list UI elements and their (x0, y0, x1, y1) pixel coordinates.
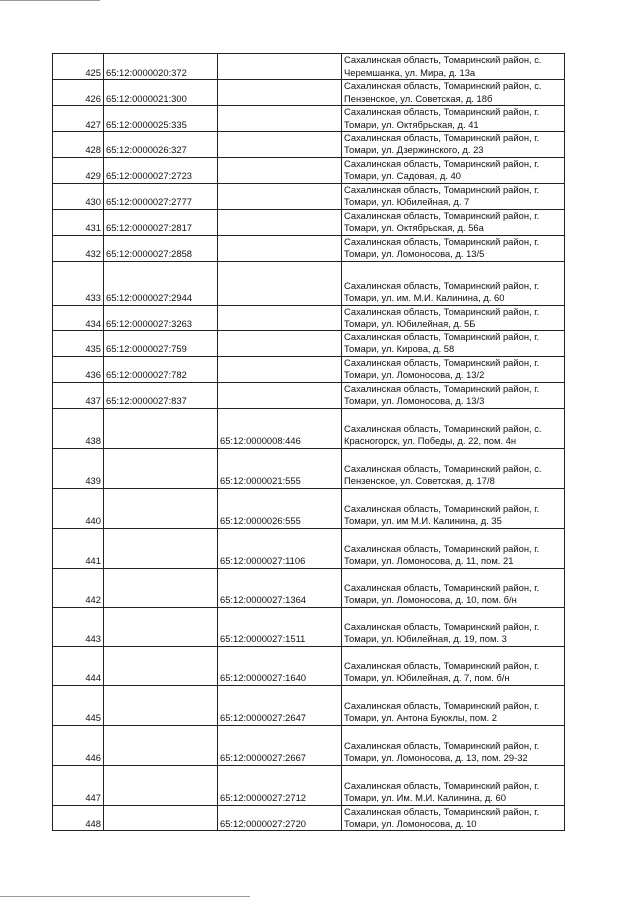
address-line-1: Сахалинская область, Томаринский район, г. (344, 660, 540, 672)
address-line-2: Томари, ул. Садовая, д. 40 (344, 170, 461, 182)
cadastral-number-premises (218, 209, 342, 235)
cadastral-number-premises: 65:12:0000027:1640 (218, 646, 342, 685)
cadastral-number-land (104, 408, 218, 448)
row-number: 425 (53, 54, 104, 80)
address-line-1: Сахалинская область, Томаринский район, с. (344, 423, 542, 435)
cadastral-number-land (104, 725, 218, 765)
table-row (53, 765, 565, 805)
row-number: 448 (53, 805, 104, 831)
table-row (53, 607, 565, 646)
cadastral-number-premises (218, 382, 342, 408)
registry-table-body (53, 54, 565, 831)
cadastral-number-premises (218, 106, 342, 132)
address-line-2: Томари, ул. Ломоносова, д. 13/5 (344, 248, 485, 260)
row-number: 430 (53, 183, 104, 209)
cadastral-number-premises: 65:12:0000021:555 (218, 448, 342, 488)
cadastral-number-land (104, 765, 218, 805)
cadastral-number-land: 65:12:0000021:300 (104, 80, 218, 106)
address-line-1: Сахалинская область, Томаринский район, г. (344, 132, 540, 143)
address-line-2: Томари, ул. им. М.И. Калинина, д. 60 (344, 292, 505, 304)
cadastral-number-premises (218, 54, 342, 80)
address-cell (342, 725, 565, 765)
table-row (53, 382, 565, 408)
table-row (53, 209, 565, 235)
address-line-1: Сахалинская область, Томаринский район, г. (344, 280, 540, 291)
address-line-2: Томари, ул. Ломоносова, д. 13/3 (344, 395, 485, 407)
address-line-2: Томари, ул. Дзержинского, д. 23 (344, 144, 484, 156)
address-line-1: Сахалинская область, Томаринский район, г. (344, 305, 540, 317)
address-cell (342, 331, 565, 357)
address-line-1: Сахалинская область, Томаринский район, г. (344, 184, 540, 195)
address-line-1: Сахалинская область, Томаринский район, г. (344, 106, 540, 118)
cadastral-number-land (104, 488, 218, 528)
address-cell (342, 132, 565, 158)
cadastral-number-land: 65:12:0000026:327 (104, 132, 218, 158)
cadastral-number-land (104, 805, 218, 831)
address-line-2: Томари, ул. им М.И. Калинина, д. 35 (344, 515, 502, 527)
address-line-1: Сахалинская область, Томаринский район, г. (344, 582, 540, 594)
row-number: 436 (53, 356, 104, 382)
address-line-1: Сахалинская область, Томаринский район, г. (344, 805, 540, 817)
address-line-2: Томари, ул. Юбилейная, д. 5Б (344, 317, 476, 329)
address-line-1: Сахалинская область, Томаринский район, г. (344, 383, 540, 395)
table-row (53, 488, 565, 528)
table-row (53, 305, 565, 331)
address-line-1: Сахалинская область, Томаринский район, г. (344, 780, 540, 792)
table-row (53, 54, 565, 80)
cadastral-number-land: 65:12:0000027:2777 (104, 183, 218, 209)
table-row (53, 356, 565, 382)
address-line-1: Сахалинская область, Томаринский район, г. (344, 331, 540, 343)
row-number: 443 (53, 607, 104, 646)
address-line-2: Томари, ул. Ломоносова, д. 10 (344, 818, 477, 830)
row-number: 433 (53, 261, 104, 305)
table-row (53, 685, 565, 725)
cadastral-number-land: 65:12:0000027:837 (104, 382, 218, 408)
cadastral-number-land (104, 646, 218, 685)
table-row (53, 183, 565, 209)
address-cell (342, 382, 565, 408)
address-line-1: Сахалинская область, Томаринский район, с. (344, 80, 542, 92)
row-number: 429 (53, 157, 104, 183)
address-cell (342, 646, 565, 685)
row-number: 444 (53, 646, 104, 685)
cadastral-number-land (104, 528, 218, 568)
address-line-2: Томари, ул. Кирова, д. 58 (344, 343, 455, 355)
table-row (53, 331, 565, 357)
table-row (53, 528, 565, 568)
cadastral-number-premises (218, 261, 342, 305)
cadastral-number-premises (218, 183, 342, 209)
address-cell (342, 685, 565, 725)
address-cell (342, 157, 565, 183)
table-row (53, 106, 565, 132)
address-cell (342, 356, 565, 382)
cadastral-number-premises: 65:12:0000027:2712 (218, 765, 342, 805)
cadastral-number-premises (218, 235, 342, 261)
cadastral-number-land: 65:12:0000025:335 (104, 106, 218, 132)
table-row (53, 408, 565, 448)
cadastral-number-land: 65:12:0000027:759 (104, 331, 218, 357)
address-line-1: Сахалинская область, Томаринский район, г. (344, 210, 540, 221)
row-number: 442 (53, 568, 104, 607)
address-cell (342, 765, 565, 805)
address-line-1: Сахалинская область, Томаринский район, г. (344, 236, 540, 247)
address-cell (342, 805, 565, 831)
table-row (53, 235, 565, 261)
address-line-1: Сахалинская область, Томаринский район, г. (344, 503, 540, 515)
address-line-1: Сахалинская область, Томаринский район, г. (344, 357, 540, 369)
cadastral-number-premises: 65:12:0000027:1106 (218, 528, 342, 568)
address-line-2: Томари, ул. Октябрьская, д. 56а (344, 222, 484, 234)
cadastral-number-land (104, 607, 218, 646)
row-number: 441 (53, 528, 104, 568)
address-cell (342, 408, 565, 448)
row-number: 427 (53, 106, 104, 132)
page-bottom-rule (0, 896, 250, 897)
row-number: 428 (53, 132, 104, 158)
address-cell (342, 607, 565, 646)
cadastral-number-land: 65:12:0000027:2817 (104, 209, 218, 235)
address-line-2: Томари, ул. Юбилейная, д. 7, пом. б/н (344, 672, 510, 684)
address-line-2: Томари, ул. Ломоносова, д. 11, пом. 21 (344, 555, 514, 567)
address-cell (342, 261, 565, 305)
table-row (53, 157, 565, 183)
cadastral-number-premises (218, 356, 342, 382)
address-line-2: Томари, ул. Ломоносова, д. 13, пом. 29-32 (344, 752, 528, 764)
address-line-1: Сахалинская область, Томаринский район, г. (344, 543, 540, 555)
table-row (53, 132, 565, 158)
address-line-2: Томари, ул. Юбилейная, д. 19, пом. 3 (344, 633, 507, 645)
row-number: 445 (53, 685, 104, 725)
address-cell (342, 448, 565, 488)
cadastral-number-land: 65:12:0000027:782 (104, 356, 218, 382)
address-line-2: Томари, ул. Антона Буюклы, пом. 2 (344, 712, 497, 724)
cadastral-number-premises: 65:12:0000027:2647 (218, 685, 342, 725)
row-number: 435 (53, 331, 104, 357)
cadastral-number-land (104, 685, 218, 725)
page-top-rule (0, 0, 100, 1)
row-number: 447 (53, 765, 104, 805)
table-row (53, 80, 565, 106)
cadastral-number-land (104, 568, 218, 607)
row-number: 440 (53, 488, 104, 528)
table-row (53, 261, 565, 305)
address-line-1: Сахалинская область, Томаринский район, с. (344, 463, 542, 475)
address-line-1: Сахалинская область, Томаринский район, г. (344, 700, 540, 712)
table-row (53, 725, 565, 765)
address-line-2: Томари, ул. Ломоносова, д. 10, пом. б/н (344, 594, 517, 606)
address-line-1: Сахалинская область, Томаринский район, с. (344, 54, 542, 66)
row-number: 438 (53, 408, 104, 448)
cadastral-number-land: 65:12:0000020:372 (104, 54, 218, 80)
address-line-1: Сахалинская область, Томаринский район, г. (344, 158, 540, 169)
cadastral-number-premises (218, 305, 342, 331)
address-line-2: Пензенское, ул. Советская, д. 17/8 (344, 475, 495, 487)
address-cell (342, 488, 565, 528)
address-cell (342, 54, 565, 80)
address-cell (342, 209, 565, 235)
address-line-2: Томари, ул. Юбилейная, д. 7 (344, 196, 470, 208)
address-cell (342, 80, 565, 106)
address-cell (342, 568, 565, 607)
cadastral-number-premises (218, 132, 342, 158)
cadastral-number-premises: 65:12:0000027:1511 (218, 607, 342, 646)
address-cell (342, 183, 565, 209)
cadastral-number-premises: 65:12:0000008:446 (218, 408, 342, 448)
address-cell (342, 106, 565, 132)
table-row (53, 646, 565, 685)
cadastral-number-land: 65:12:0000027:2858 (104, 235, 218, 261)
address-cell (342, 305, 565, 331)
cadastral-number-land (104, 448, 218, 488)
registry-table (52, 53, 565, 831)
address-line-1: Сахалинская область, Томаринский район, г. (344, 740, 540, 752)
cadastral-number-premises (218, 157, 342, 183)
row-number: 434 (53, 305, 104, 331)
address-line-2: Томари, ул. Ломоносова, д. 13/2 (344, 369, 485, 381)
row-number: 426 (53, 80, 104, 106)
address-line-2: Красногорск, ул. Победы, д. 22, пом. 4н (344, 435, 517, 447)
row-number: 439 (53, 448, 104, 488)
table-row (53, 568, 565, 607)
cadastral-number-premises (218, 331, 342, 357)
address-line-1: Сахалинская область, Томаринский район, г. (344, 621, 540, 633)
table-row (53, 805, 565, 831)
cadastral-number-premises (218, 80, 342, 106)
row-number: 446 (53, 725, 104, 765)
row-number: 431 (53, 209, 104, 235)
address-line-2: Томари, ул. Им. М.И. Калинина, д. 60 (344, 792, 506, 804)
row-number: 432 (53, 235, 104, 261)
address-cell (342, 528, 565, 568)
cadastral-number-premises: 65:12:0000027:1364 (218, 568, 342, 607)
cadastral-number-land: 65:12:0000027:3263 (104, 305, 218, 331)
address-line-2: Черемшанка, ул. Мира, д. 13а (344, 66, 476, 78)
cadastral-number-premises: 65:12:0000027:2667 (218, 725, 342, 765)
table-row (53, 448, 565, 488)
cadastral-number-land: 65:12:0000027:2723 (104, 157, 218, 183)
cadastral-number-premises: 65:12:0000026:555 (218, 488, 342, 528)
address-line-2: Пензенское, ул. Советская, д. 18б (344, 92, 493, 104)
address-line-2: Томари, ул. Октябрьская, д. 41 (344, 118, 479, 130)
cadastral-number-land: 65:12:0000027:2944 (104, 261, 218, 305)
row-number: 437 (53, 382, 104, 408)
address-cell (342, 235, 565, 261)
cadastral-number-premises: 65:12:0000027:2720 (218, 805, 342, 831)
